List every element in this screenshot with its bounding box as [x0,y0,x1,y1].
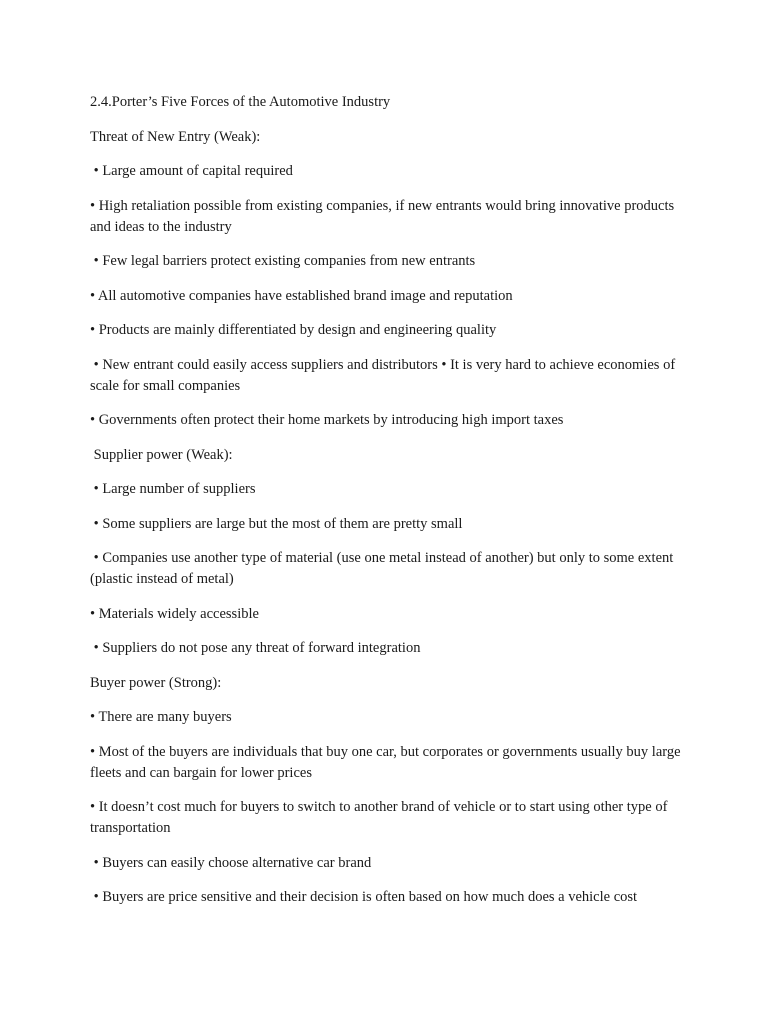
bullet-item: • Most of the buyers are individuals that buy one car, but corporates or governments usually buy large fleets and can bargain for lower prices [90,743,685,781]
bullet-item: • Companies use another type of material (use one metal instead of another) but only to some extent (plastic instead of metal) [90,550,677,587]
document-page [90,92,690,922]
bullet-item: • It doesn’t cost much for buyers to switch to another brand of vehicle or to start using other type of transportation [90,799,672,836]
bullet-item: • Few legal barriers protect existing companies from new entrants [90,253,476,269]
bullet-item: • New entrant could easily access suppliers and distributors • It is very hard to achieve economies of scale for small companies [90,356,679,394]
section-heading: 2.4.Porter’s Five Forces of the Automotive Industry [90,94,391,110]
bullet-item: • Large amount of capital required [90,163,293,179]
subheading-supplier-power: Supplier power (Weak): [90,446,233,463]
subheading-buyer-power: Buyer power (Strong): [90,674,222,691]
bullet-item: • There are many buyers [90,709,232,725]
subheading-new-entry: Threat of New Entry (Weak): [90,128,261,145]
bullet-item: • Some suppliers are large but the most of them are pretty small [90,515,463,532]
bullet-item: • High retaliation possible from existing companies, if new entrants would bring innovative products and ideas to the industry [90,197,678,235]
bullet-item: • Buyers are price sensitive and their decision is often based on how much does a vehicle cost [90,889,638,905]
bullet-item: • All automotive companies have established brand image and reputation [90,287,513,304]
bullet-item: • Suppliers do not pose any threat of forward integration [90,640,421,656]
bullet-item: • Materials widely accessible [90,605,259,622]
bullet-item: • Products are mainly differentiated by design and engineering quality [90,322,497,338]
bullet-item: • Large number of suppliers [90,481,256,497]
bullet-item: • Governments often protect their home markets by introducing high import taxes [90,412,564,428]
bullet-item: • Buyers can easily choose alternative car brand [90,854,372,871]
